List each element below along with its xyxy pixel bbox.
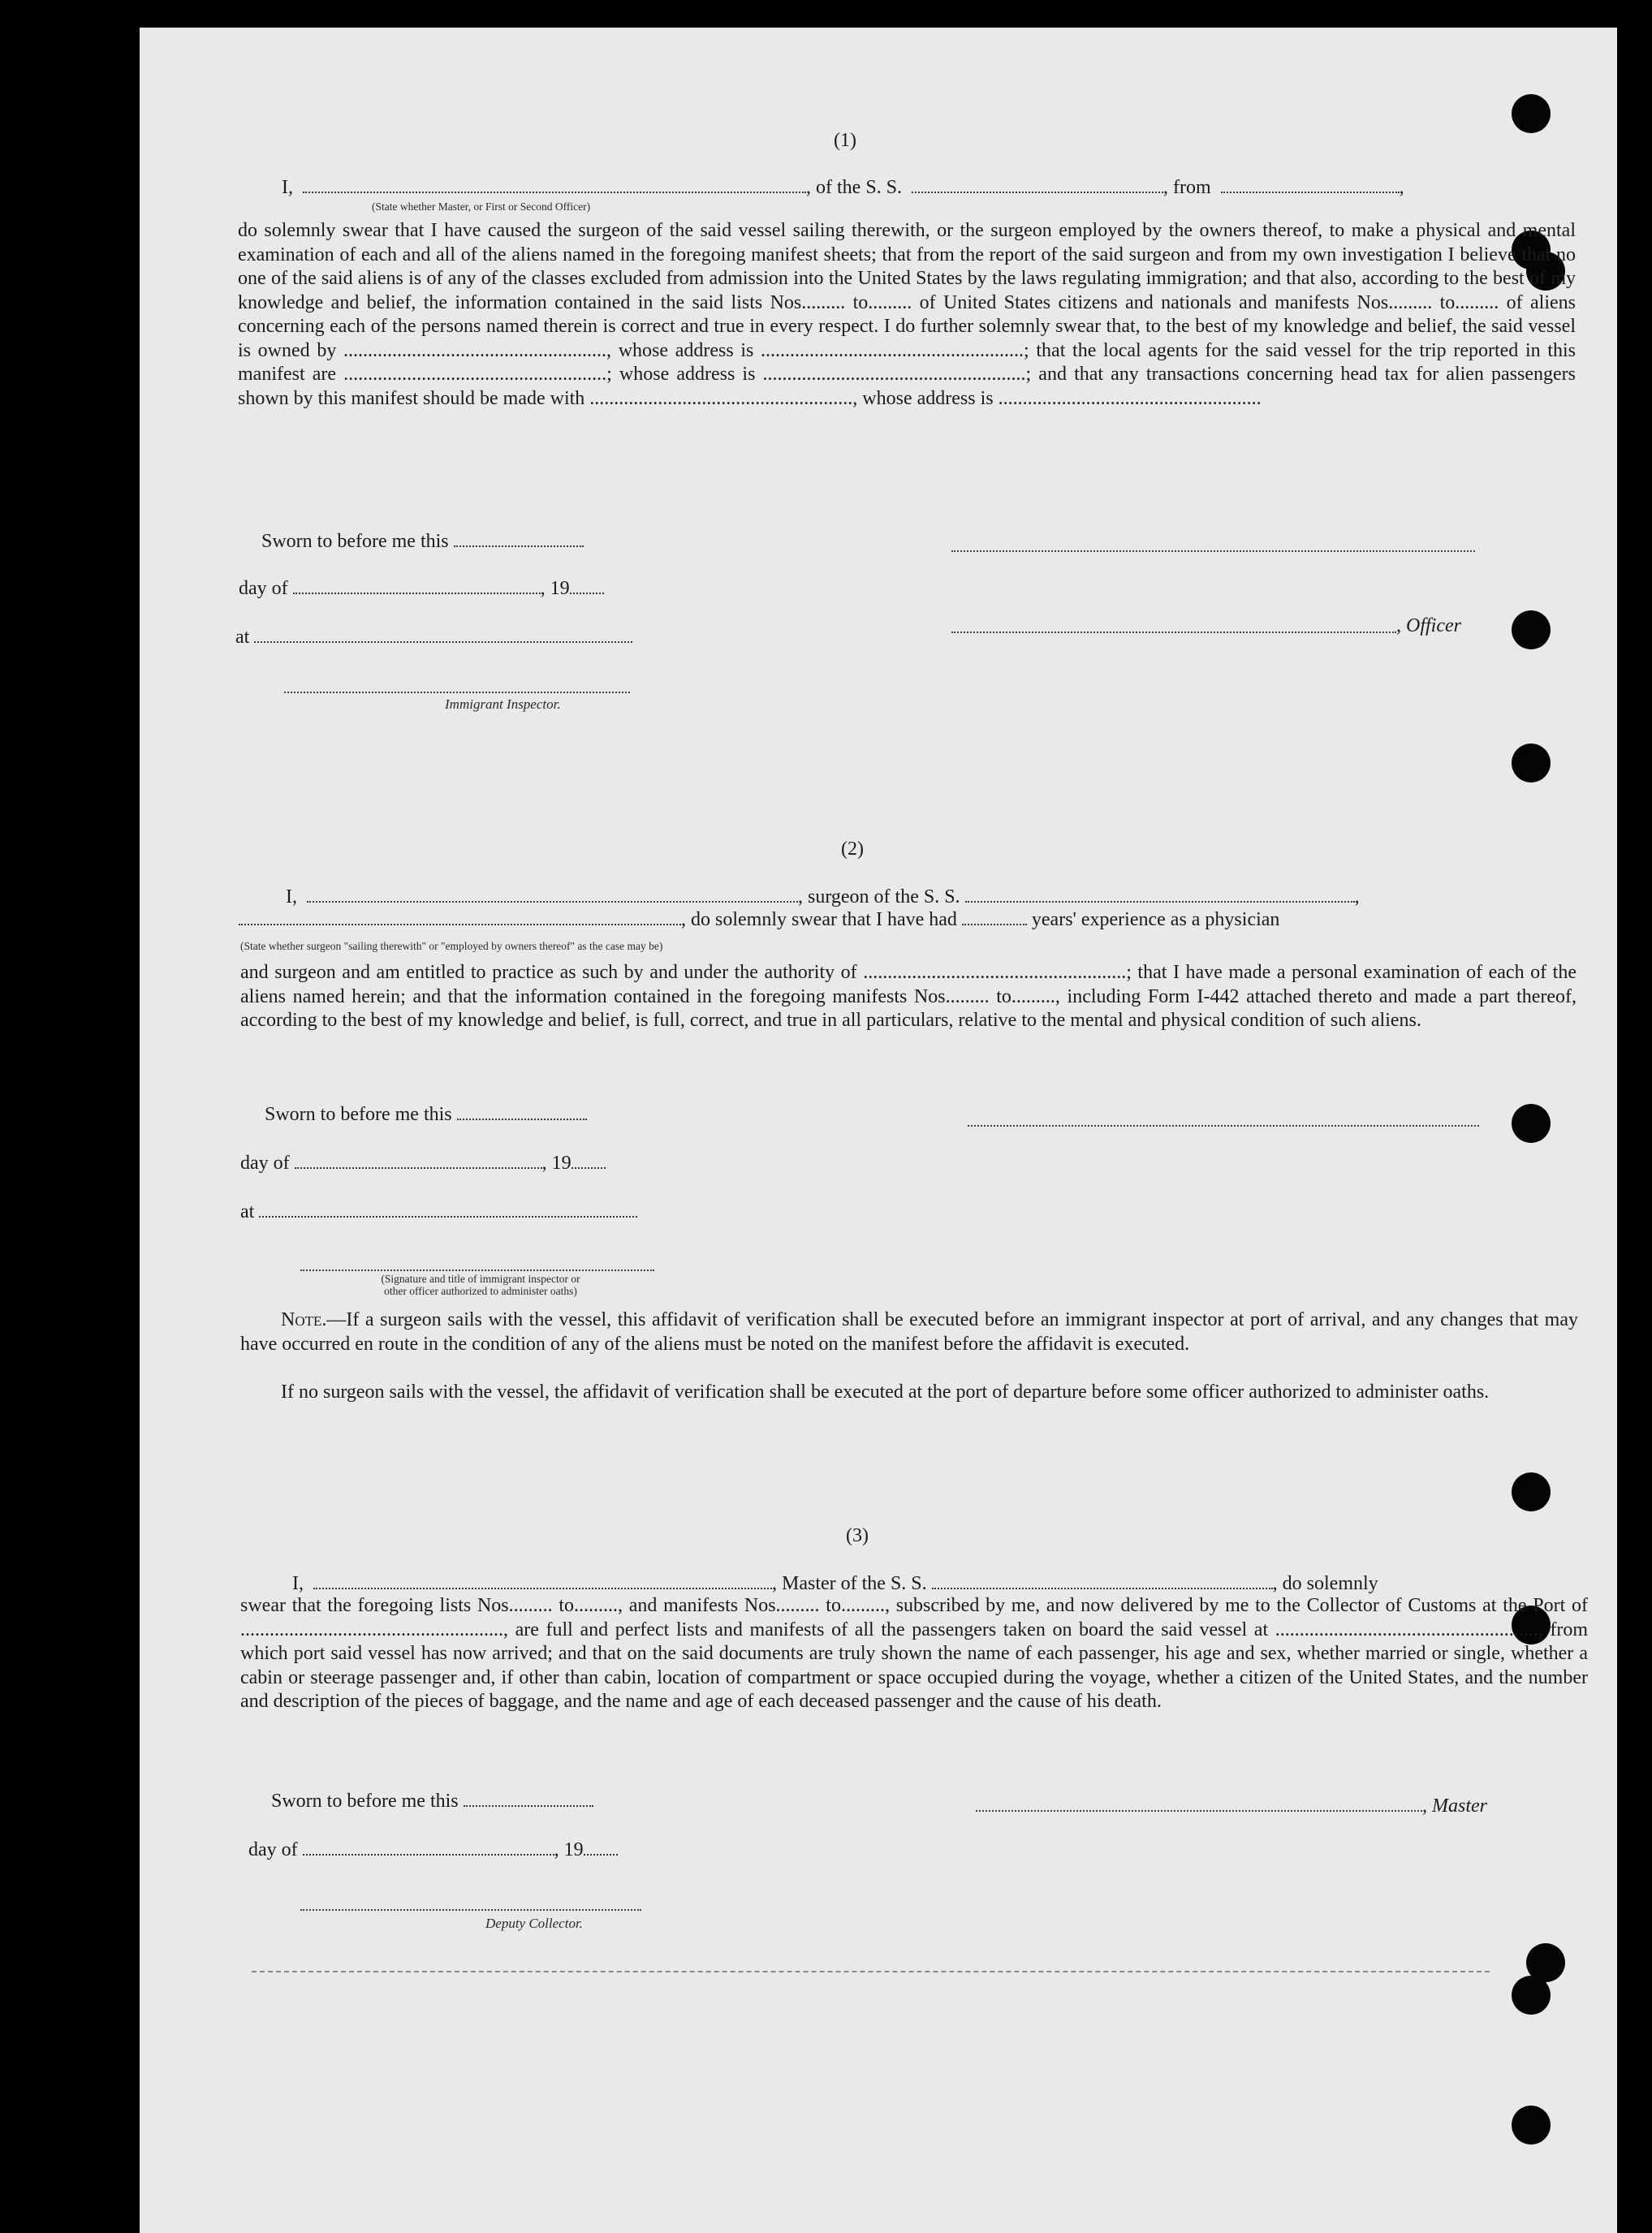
- s2-years: years' experience as a physician: [1031, 909, 1280, 930]
- s3-master-blank: [313, 1588, 772, 1589]
- s2-note-text: —If a surgeon sails with the vessel, this affidavit of verification shall be executed before an immigrant inspector at port of arrival, and any changes that may have occurred en route in the condition of any of the aliens must be noted on the manifest before the affidavit is executed.: [240, 1309, 1578, 1355]
- s3-collector-line: [300, 1909, 641, 1911]
- s1-officer-sig-line: [951, 632, 1396, 633]
- s1-day: [239, 576, 604, 601]
- s3-line1: [292, 1571, 1626, 1596]
- s3-master-line: [976, 1810, 1422, 1812]
- section-3-number: (3): [846, 1525, 869, 1546]
- s2-sig-note: [302, 1273, 659, 1297]
- s1-year: , 19: [540, 578, 570, 599]
- s3-day-blank: [303, 1854, 554, 1856]
- s1-sworn-blank: [454, 545, 584, 547]
- s2-sworn-label: Sworn to before me this: [265, 1104, 452, 1125]
- s3-master-label: , Master: [1422, 1795, 1487, 1817]
- s2-years-blank: [962, 924, 1027, 925]
- bottom-rule: [252, 1971, 1490, 1972]
- s2-sworn: [265, 1102, 587, 1127]
- s1-from-blank: [1221, 192, 1400, 193]
- s2-note-label: Note.: [281, 1309, 327, 1330]
- s3-sworn-label: Sworn to before me this: [271, 1791, 459, 1812]
- s1-day-blank: [293, 593, 541, 594]
- s3-vessel-blank: [932, 1588, 1273, 1589]
- s3-master-of: , Master of the S. S.: [772, 1573, 927, 1594]
- s1-officer-label: , Officer: [1396, 615, 1461, 636]
- s1-sworn-label: Sworn to before me this: [261, 531, 449, 552]
- s1-at: [235, 625, 632, 649]
- s1-line1: I, , of the S. S. , from ,: [282, 177, 1404, 198]
- s3-sworn: [271, 1789, 593, 1813]
- s3-year: , 19: [554, 1839, 584, 1860]
- punch-hole: [1512, 610, 1551, 649]
- s1-from: , from: [1163, 177, 1211, 198]
- s1-vessel-blank: [912, 192, 1163, 193]
- s2-note: (State whether surgeon "sailing therewith" or "employed by owners thereof" as the case may be): [240, 940, 663, 952]
- punch-hole: [1512, 1472, 1551, 1511]
- section-2-number: (2): [841, 838, 864, 860]
- s2-body: and surgeon and am entitled to practice as such by and under the authority of ......................................................; that I have made a personal examination of each of the aliens named herein; and that the information contained in the foregoing manifests Nos......... to........., including Form I-442 attached thereto and made a part thereof, according to the best of my knowledge and belief, is full, correct, and true in all particulars, relative to the mental and physical condition of such aliens.: [240, 962, 1577, 1031]
- s2-sworn-blank: [457, 1119, 587, 1120]
- s1-of-ss: , of the S. S.: [806, 177, 903, 198]
- s2-surgeon-blank: [307, 901, 798, 903]
- s2-note-paragraph: [240, 1308, 1578, 1356]
- s3-day: [248, 1838, 618, 1862]
- s1-body: do solemnly swear that I have caused the surgeon of the said vessel sailing therewith, or the surgeon employed by the owners thereof, to make a physical and mental examination of each and all of the aliens named in the foregoing manifest sheets; that from the report of the said surgeon and from my own investigation I believe that no one of the said aliens is of any of the classes excluded from admission into the United States by the laws regulating immigration; and that also, according to the best of my knowledge and belief, the information contained in the said lists Nos......... to......... of United States citizens and nationals and manifests Nos......... to......... of aliens concerning each of the persons named therein is correct and true in every respect. I do further solemnly swear that, to the best of my knowledge and belief, the said vessel is owned by ......................................................, whose address is ......................................................; that the local agents for the said vessel for the trip reported in this manifest are ......................................................; whose address is ......................................................; and that any transactions concerning head tax for alien passengers shown by this manifest should be made with ......................................................, whose address is ......................................................: [238, 220, 1576, 409]
- s2-day-label: day of: [240, 1153, 290, 1174]
- s2-status-blank: [239, 924, 681, 925]
- s3-year-blank: [584, 1854, 618, 1856]
- s2-day: [240, 1151, 606, 1175]
- s2-surgeon-of: , surgeon of the S. S.: [798, 886, 960, 907]
- s2-sig-note-2: other officer authorized to administer oaths): [384, 1285, 577, 1297]
- s2-officer-line: [968, 1125, 1479, 1127]
- s1-sworn: [261, 529, 584, 554]
- s2-year: , 19: [541, 1153, 572, 1174]
- s1-day-label: day of: [239, 578, 288, 599]
- punch-hole: [1512, 744, 1551, 782]
- section-1-number: (1): [834, 130, 856, 151]
- s3-body: swear that the foregoing lists Nos......... to........., and manifests Nos......... to........., subscribed by me, and now delivered by me to the Collector of Customs at the Port of ......................................................, are full and perfect lists and manifests of all the passengers taken on board the said vessel at ......................................................, from which port said vessel has now arrived; and that on the said documents are truly shown the name of each passenger, his age and sex, whether married or single, whether a cabin or steerage passenger and, if other than cabin, location of compartment or space occupied during the voyage, whether a citizen of the United States, and the number and description of the pieces of baggage, and the name and age of each deceased passenger and the cause of his death.: [240, 1595, 1588, 1712]
- s2-year-blank: [572, 1167, 606, 1169]
- s3-day-label: day of: [248, 1839, 298, 1860]
- punch-hole: [1512, 1104, 1551, 1143]
- s1-inspector-label: Immigrant Inspector.: [445, 696, 561, 712]
- punch-hole: [1512, 1976, 1551, 2015]
- s3-collector-label: Deputy Collector.: [485, 1916, 583, 1931]
- s1-i: I,: [282, 177, 293, 198]
- s1-year-blank: [570, 593, 604, 594]
- s2-inspector-line: [300, 1270, 654, 1271]
- s2-vessel-blank: [965, 901, 1355, 903]
- s1-at-label: at: [235, 627, 250, 648]
- s2-note-paragraph-2: If no surgeon sails with the vessel, the affidavit of verification shall be executed at the port of departure before some officer authorized to administer oaths.: [281, 1382, 1490, 1403]
- s2-at-blank: [259, 1216, 637, 1218]
- punch-hole: [1512, 94, 1551, 133]
- s2-swear: , do solemnly swear that I have had: [681, 909, 957, 930]
- s1-note: (State whether Master, or First or Second Officer): [372, 200, 591, 213]
- s2-line2: [239, 907, 1577, 932]
- s2-at-label: at: [240, 1201, 255, 1222]
- s1-inspector-line: [284, 692, 630, 693]
- s3-swear: , do solemnly: [1272, 1573, 1378, 1594]
- s1-at-blank: [254, 641, 632, 643]
- s3-sworn-blank: [464, 1805, 593, 1807]
- s2-line1: I, , surgeon of the S. S. ,: [286, 886, 1360, 907]
- s1-officer-line: [951, 550, 1475, 552]
- s1-officer-blank: [303, 192, 806, 193]
- punch-hole: [1512, 2106, 1551, 2145]
- s2-i: I,: [286, 886, 297, 907]
- document-page: [140, 28, 1617, 2233]
- s2-day-blank: [295, 1167, 542, 1169]
- s2-sig-note-1: (Signature and title of immigrant inspector or: [381, 1273, 580, 1285]
- s2-at: [240, 1200, 637, 1224]
- s3-i: I,: [292, 1573, 304, 1594]
